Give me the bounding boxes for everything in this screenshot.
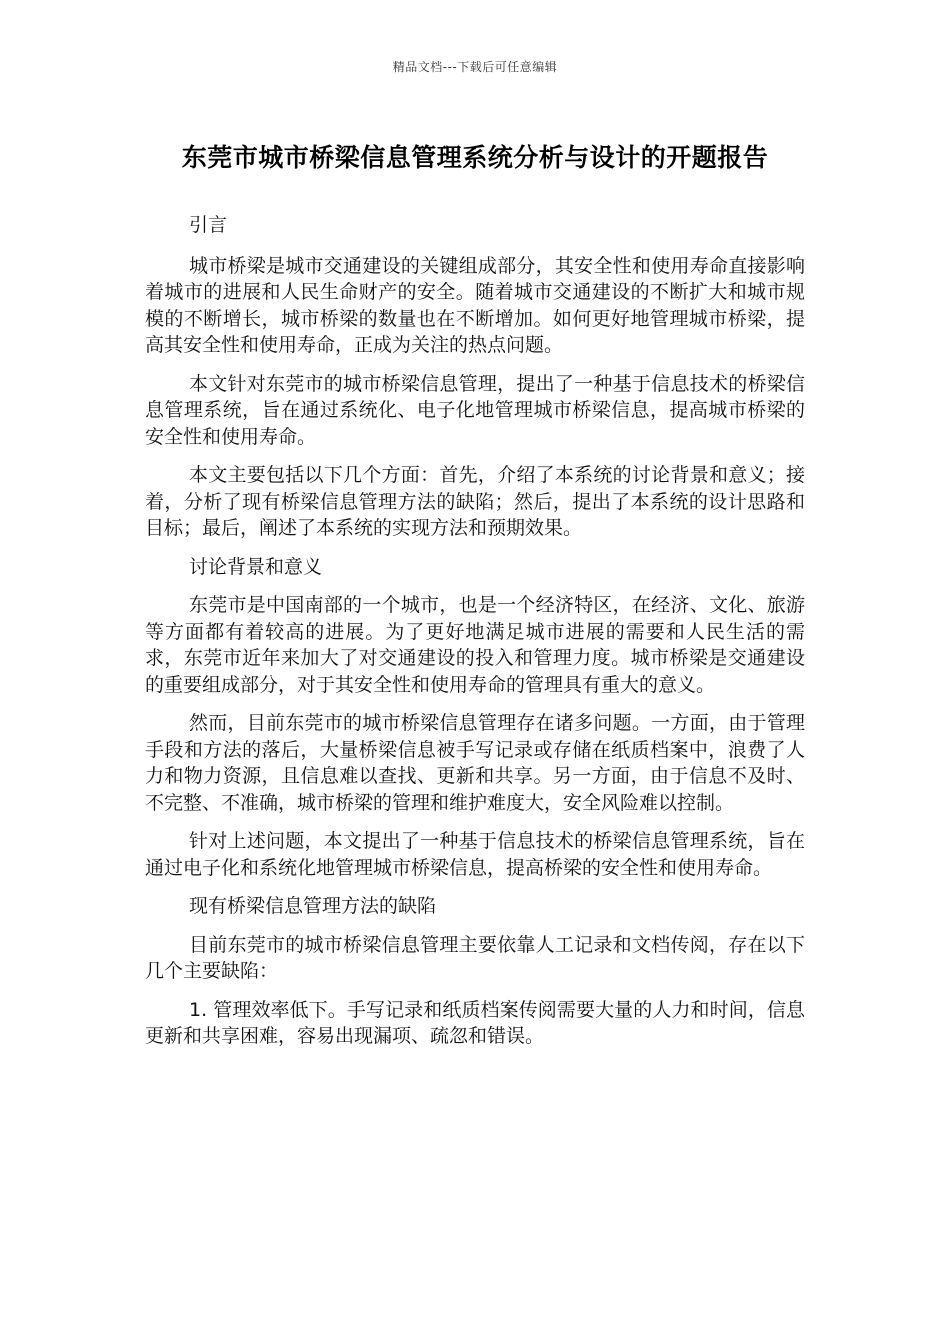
paragraph: 东莞市是中国南部的一个城市，也是一个经济特区，在经济、文化、旅游等方面都有着较高的进展。为了更好地满足城市进展的需要和人民生活的需求，东莞市近年来加大了对交通建设的投入和管理力度。城市桥梁是交通建设的重要组成部分，对于其安全性和使用寿命的管理具有重大的意义。 <box>145 594 805 696</box>
list-item: 1. 管理效率低下。手写记录和纸质档案传阅需要大量的人力和时间，信息更新和共享困难，容易出现漏项、疏忽和错误。 <box>145 998 805 1047</box>
paragraph: 本文针对东莞市的城市桥梁信息管理，提出了一种基于信息技术的桥梁信息管理系统，旨在通过系统化、电子化地管理城市桥梁信息，提高城市桥梁的安全性和使用寿命。 <box>145 372 805 448</box>
section-heading-introduction: 引言 <box>189 214 228 236</box>
section-heading-defects: 现有桥梁信息管理方法的缺陷 <box>189 895 437 917</box>
page-header-note: 精品文档---下载后可任意编辑 <box>392 60 558 74</box>
paragraph: 针对上述问题，本文提出了一种基于信息技术的桥梁信息管理系统，旨在通过电子化和系统化地管理城市桥梁信息，提高桥梁的安全性和使用寿命。 <box>145 830 805 879</box>
paragraph: 目前东莞市的城市桥梁信息管理主要依靠人工记录和文档传阅，存在以下几个主要缺陷： <box>145 933 805 982</box>
document-title: 东莞市城市桥梁信息管理系统分析与设计的开题报告 <box>181 143 769 172</box>
document-body <box>145 212 805 1062</box>
paragraph: 然而，目前东莞市的城市桥梁信息管理存在诸多问题。一方面，由于管理手段和方法的落后，大量桥梁信息被手写记录或存储在纸质档案中，浪费了人力和物力资源，且信息难以查找、更新和共享。另一方面，由于信息不及时、不完整、不准确，城市桥梁的管理和维护难度大，安全风险难以控制。 <box>145 712 805 814</box>
paragraph: 本文主要包括以下几个方面：首先，介绍了本系统的讨论背景和意义；接着，分析了现有桥梁信息管理方法的缺陷；然后，提出了本系统的设计思路和目标；最后，阐述了本系统的实现方法和预期效果。 <box>145 464 805 539</box>
section-heading-background: 讨论背景和意义 <box>189 555 323 578</box>
paragraph: 城市桥梁是城市交通建设的关键组成部分，其安全性和使用寿命直接影响着城市的进展和人民生命财产的安全。随着城市交通建设的不断扩大和城市规模的不断增长，城市桥梁的数量也在不断增加。如何更好地管理城市桥梁，提高其安全性和使用寿命，正成为关注的热点问题。 <box>145 254 805 356</box>
